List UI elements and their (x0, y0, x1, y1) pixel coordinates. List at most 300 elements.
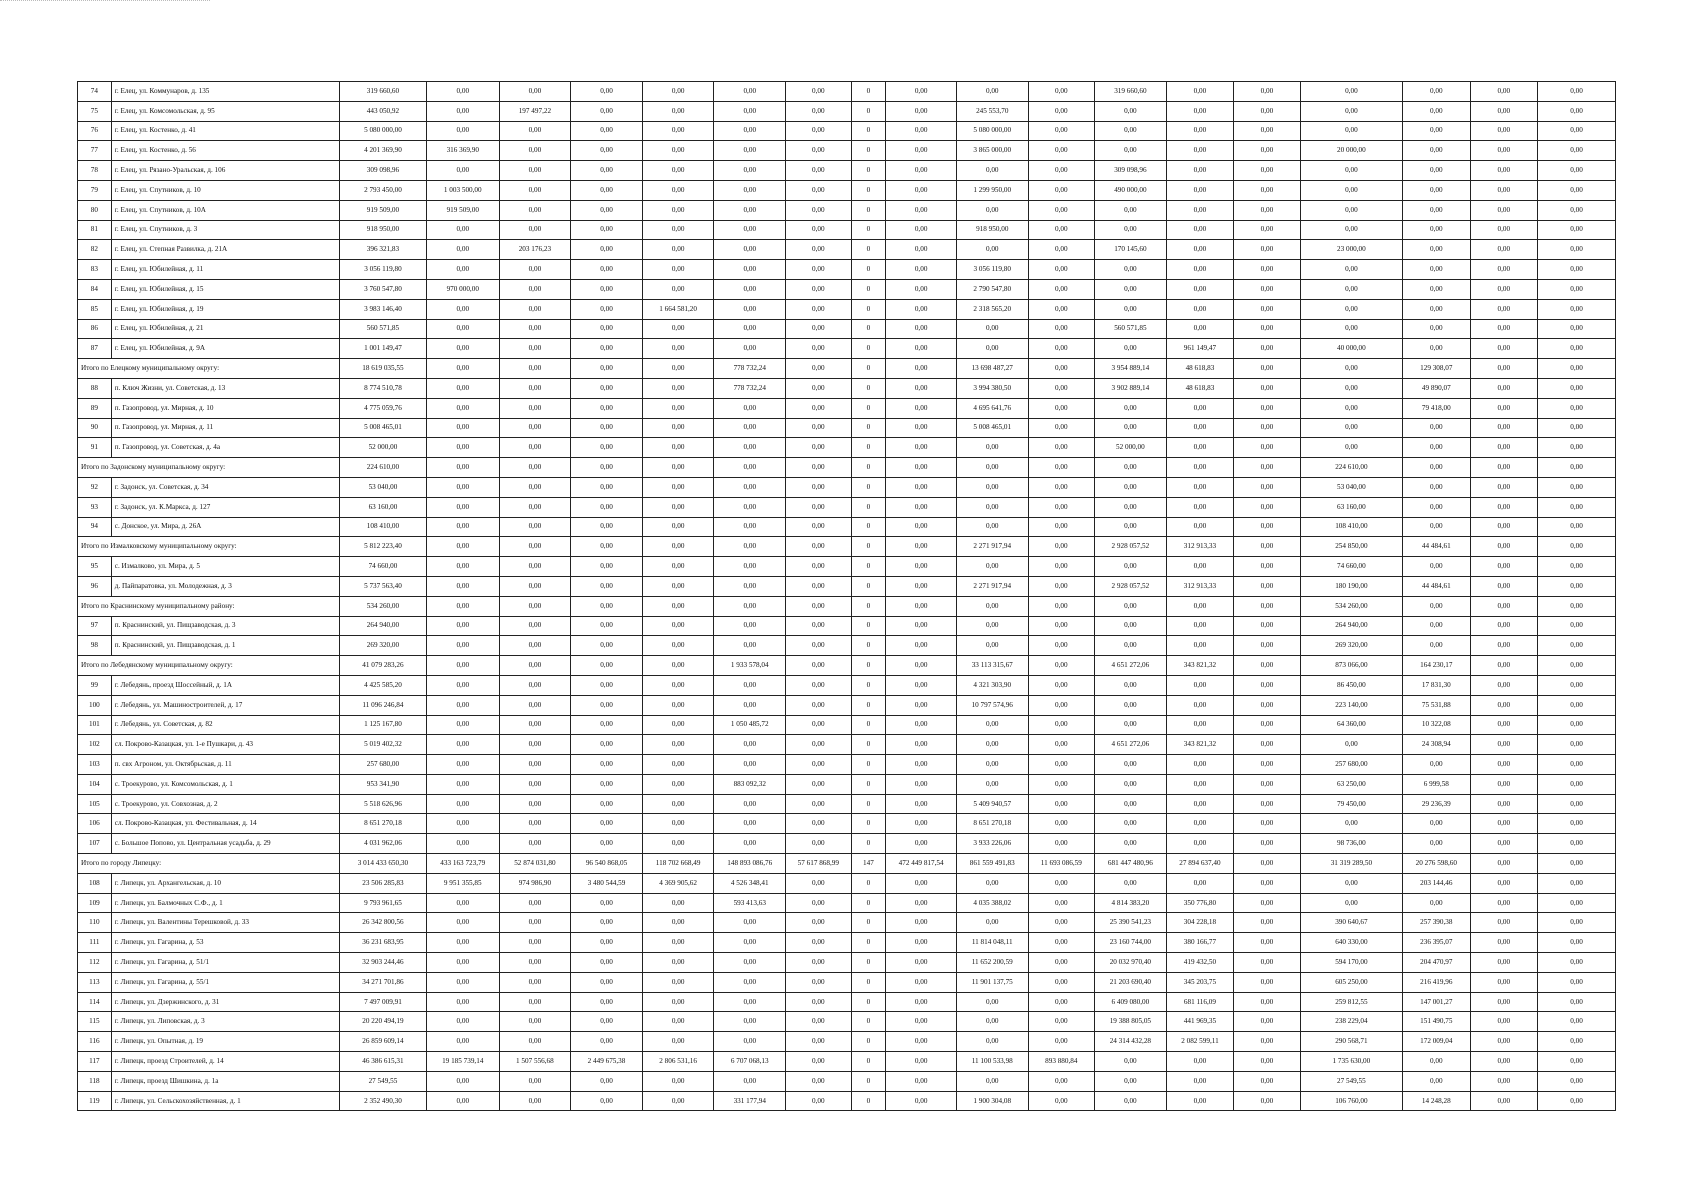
value-cell: 0,00 (1538, 161, 1616, 181)
value-cell: 0,00 (426, 715, 499, 735)
row-number: 76 (78, 121, 112, 141)
value-cell: 0,00 (786, 972, 851, 992)
value-cell: 79 418,00 (1403, 398, 1471, 418)
value-cell: 0,00 (1095, 695, 1167, 715)
value-cell: 0,00 (1234, 398, 1301, 418)
value-cell: 0,00 (642, 121, 714, 141)
value-cell: 0,00 (956, 517, 1028, 537)
address-cell: г. Липецк, ул. Опытная, д. 19 (111, 1032, 339, 1052)
value-cell: 0,00 (426, 675, 499, 695)
value-cell: 0,00 (571, 82, 643, 102)
value-cell: 0,00 (886, 992, 957, 1012)
value-cell: 0,00 (1234, 794, 1301, 814)
table-row (78, 1012, 1616, 1032)
value-cell: 0,00 (1095, 299, 1167, 319)
table-row (78, 794, 1616, 814)
value-cell: 0 (851, 438, 886, 458)
value-cell: 269 320,00 (1300, 636, 1402, 656)
value-cell: 0,00 (1300, 279, 1402, 299)
value-cell: 0,00 (1234, 972, 1301, 992)
value-cell: 0,00 (426, 656, 499, 676)
value-cell: 0,00 (499, 1071, 571, 1091)
value-cell: 0,00 (1234, 933, 1301, 953)
row-number: 111 (78, 933, 112, 953)
value-cell: 0,00 (1028, 636, 1095, 656)
value-cell: 33 113 315,67 (956, 656, 1028, 676)
value-cell: 0,00 (642, 537, 714, 557)
value-cell: 309 098,96 (1095, 161, 1167, 181)
value-cell: 0,00 (1470, 913, 1538, 933)
value-cell: 0 (851, 794, 886, 814)
table-row (78, 913, 1616, 933)
value-cell: 0,00 (1028, 240, 1095, 260)
table-row (78, 1071, 1616, 1091)
value-cell: 0,00 (1028, 299, 1095, 319)
value-cell: 0,00 (1028, 695, 1095, 715)
table-row (78, 715, 1616, 735)
value-cell: 0,00 (1538, 933, 1616, 953)
value-cell: 0,00 (571, 260, 643, 280)
value-cell: 0 (851, 418, 886, 438)
value-cell: 0,00 (1538, 240, 1616, 260)
value-cell: 0,00 (886, 576, 957, 596)
value-cell: 0,00 (499, 517, 571, 537)
value-cell: 0,00 (571, 695, 643, 715)
value-cell: 148 893 086,76 (714, 854, 786, 874)
address-cell: г. Задонск, ул. Советская, д. 34 (111, 477, 339, 497)
value-cell: 0,00 (1403, 101, 1471, 121)
value-cell: 0,00 (1403, 1071, 1471, 1091)
value-cell: 0,00 (1028, 576, 1095, 596)
value-cell: 0,00 (1028, 180, 1095, 200)
value-cell: 0,00 (1234, 1091, 1301, 1111)
value-cell: 0 (851, 537, 886, 557)
value-cell: 0,00 (426, 972, 499, 992)
value-cell: 4 651 272,06 (1095, 735, 1167, 755)
value-cell: 0,00 (886, 675, 957, 695)
value-cell: 0,00 (886, 279, 957, 299)
value-cell: 0,00 (1166, 834, 1234, 854)
value-cell: 98 736,00 (1300, 834, 1402, 854)
value-cell: 0,00 (1234, 101, 1301, 121)
value-cell: 0,00 (1470, 774, 1538, 794)
value-cell: 0,00 (1470, 735, 1538, 755)
value-cell: 0,00 (1403, 279, 1471, 299)
value-cell: 0 (851, 596, 886, 616)
value-cell: 0,00 (1403, 260, 1471, 280)
value-cell: 0,00 (1166, 438, 1234, 458)
value-cell: 0,00 (1028, 101, 1095, 121)
value-cell: 0,00 (1028, 359, 1095, 379)
value-cell: 0,00 (1028, 893, 1095, 913)
value-cell: 0,00 (1028, 82, 1095, 102)
value-cell: 0,00 (886, 1032, 957, 1052)
table-row (78, 1032, 1616, 1052)
value-cell: 197 497,22 (499, 101, 571, 121)
value-cell: 0,00 (642, 82, 714, 102)
value-cell: 0,00 (1234, 180, 1301, 200)
value-cell: 0,00 (1234, 913, 1301, 933)
value-cell: 1 933 578,04 (714, 656, 786, 676)
value-cell: 79 450,00 (1300, 794, 1402, 814)
value-cell: 0,00 (786, 636, 851, 656)
value-cell: 0,00 (571, 299, 643, 319)
row-number: 96 (78, 576, 112, 596)
table-row (78, 299, 1616, 319)
value-cell: 0,00 (1166, 1071, 1234, 1091)
value-cell: 0,00 (886, 636, 957, 656)
table-row (78, 1052, 1616, 1072)
value-cell: 0,00 (1095, 794, 1167, 814)
value-cell: 8 774 510,78 (339, 378, 426, 398)
value-cell: 0,00 (714, 636, 786, 656)
value-cell: 0,00 (1403, 141, 1471, 161)
value-cell: 64 360,00 (1300, 715, 1402, 735)
value-cell: 0,00 (1234, 953, 1301, 973)
value-cell: 0,00 (1300, 735, 1402, 755)
value-cell: 20 220 494,19 (339, 1012, 426, 1032)
value-cell: 0,00 (642, 1012, 714, 1032)
value-cell: 0,00 (786, 497, 851, 517)
value-cell: 0,00 (1403, 477, 1471, 497)
value-cell: 0,00 (886, 438, 957, 458)
value-cell: 0,00 (1234, 735, 1301, 755)
value-cell: 0,00 (1234, 220, 1301, 240)
value-cell: 0,00 (1028, 260, 1095, 280)
address-cell: г. Липецк, ул. Гагарина, д. 55/1 (111, 972, 339, 992)
value-cell: 0,00 (642, 715, 714, 735)
address-cell: г. Липецк, ул. Балмочных С.Ф., д. 1 (111, 893, 339, 913)
value-cell: 312 913,33 (1166, 576, 1234, 596)
value-cell: 0,00 (886, 1012, 957, 1032)
value-cell: 0,00 (1403, 339, 1471, 359)
value-cell: 0,00 (426, 774, 499, 794)
value-cell: 0,00 (714, 1032, 786, 1052)
value-cell: 0,00 (642, 576, 714, 596)
value-cell: 0,00 (1470, 359, 1538, 379)
value-cell: 4 526 348,41 (714, 873, 786, 893)
address-cell: г. Липецк, ул. Сельскохозяйственная, д. 1 (111, 1091, 339, 1111)
value-cell: 0,00 (499, 992, 571, 1012)
value-cell: 0,00 (1028, 1091, 1095, 1111)
address-cell: г. Лебедянь, ул. Советская, д. 82 (111, 715, 339, 735)
value-cell: 0,00 (1166, 616, 1234, 636)
value-cell: 0,00 (426, 794, 499, 814)
value-cell: 0,00 (1028, 458, 1095, 478)
value-cell: 0,00 (1470, 893, 1538, 913)
table-row (78, 101, 1616, 121)
value-cell: 0,00 (571, 616, 643, 636)
value-cell: 0,00 (426, 695, 499, 715)
value-cell: 0 (851, 1071, 886, 1091)
value-cell: 0,00 (1538, 1052, 1616, 1072)
table-row (78, 992, 1616, 1012)
value-cell: 0,00 (1028, 814, 1095, 834)
value-cell: 0,00 (571, 576, 643, 596)
address-cell: г. Елец, ул. Степная Развилка, д. 21А (111, 240, 339, 260)
value-cell: 0,00 (426, 497, 499, 517)
value-cell: 0,00 (571, 735, 643, 755)
value-cell: 0,00 (1538, 695, 1616, 715)
value-cell: 254 850,00 (1300, 537, 1402, 557)
value-cell: 0,00 (1300, 121, 1402, 141)
value-cell: 0,00 (1028, 378, 1095, 398)
value-cell: 0 (851, 161, 886, 181)
value-cell: 0,00 (1538, 82, 1616, 102)
value-cell: 0,00 (1403, 299, 1471, 319)
value-cell: 26 342 800,56 (339, 913, 426, 933)
value-cell: 0,00 (886, 715, 957, 735)
value-cell: 0,00 (786, 101, 851, 121)
value-cell: 0,00 (1403, 814, 1471, 834)
row-number: 114 (78, 992, 112, 1012)
value-cell: 0,00 (1028, 121, 1095, 141)
row-number: 88 (78, 378, 112, 398)
value-cell: 0,00 (1538, 458, 1616, 478)
value-cell: 264 940,00 (339, 616, 426, 636)
value-cell: 0,00 (956, 636, 1028, 656)
value-cell: 20 276 598,60 (1403, 854, 1471, 874)
value-cell: 0,00 (426, 616, 499, 636)
value-cell: 0,00 (426, 576, 499, 596)
value-cell: 0,00 (786, 576, 851, 596)
value-cell: 0,00 (499, 418, 571, 438)
value-cell: 0,00 (1234, 774, 1301, 794)
row-number: 99 (78, 675, 112, 695)
value-cell: 0,00 (1403, 180, 1471, 200)
address-cell: г. Липецк, ул. Архангельская, д. 10 (111, 873, 339, 893)
value-cell: 0,00 (1403, 200, 1471, 220)
address-cell: г. Елец, ул. Юбилейная, д. 15 (111, 279, 339, 299)
value-cell: 0,00 (1403, 517, 1471, 537)
value-cell: 0,00 (571, 1091, 643, 1111)
value-cell: 0,00 (1470, 873, 1538, 893)
value-cell: 5 518 626,96 (339, 794, 426, 814)
value-cell: 0,00 (886, 755, 957, 775)
table-row (78, 834, 1616, 854)
value-cell: 0,00 (1234, 418, 1301, 438)
value-cell: 0,00 (1538, 418, 1616, 438)
value-cell: 0,00 (571, 161, 643, 181)
row-number: 118 (78, 1071, 112, 1091)
value-cell: 0,00 (1470, 477, 1538, 497)
value-cell: 3 933 226,06 (956, 834, 1028, 854)
value-cell: 4 775 059,76 (339, 398, 426, 418)
value-cell: 0,00 (642, 735, 714, 755)
value-cell: 0 (851, 992, 886, 1012)
value-cell: 0,00 (786, 656, 851, 676)
value-cell: 0,00 (786, 755, 851, 775)
value-cell: 0,00 (1166, 695, 1234, 715)
value-cell: 5 080 000,00 (956, 121, 1028, 141)
table-row (78, 774, 1616, 794)
value-cell: 0,00 (571, 953, 643, 973)
value-cell: 48 618,83 (1166, 378, 1234, 398)
value-cell: 4 425 585,20 (339, 675, 426, 695)
value-cell: 0,00 (1234, 873, 1301, 893)
value-cell: 0,00 (886, 616, 957, 636)
table-row (78, 418, 1616, 438)
value-cell: 0,00 (1028, 755, 1095, 775)
value-cell: 0,00 (1028, 161, 1095, 181)
value-cell: 0,00 (1403, 1052, 1471, 1072)
value-cell: 0 (851, 953, 886, 973)
value-cell: 0 (851, 359, 886, 379)
value-cell: 257 390,38 (1403, 913, 1471, 933)
value-cell: 0,00 (1470, 537, 1538, 557)
value-cell: 0,00 (1028, 913, 1095, 933)
value-cell: 0,00 (426, 893, 499, 913)
address-cell: г. Липецк, ул. Липовская, д. 3 (111, 1012, 339, 1032)
value-cell: 0,00 (499, 378, 571, 398)
value-cell: 2 271 917,94 (956, 537, 1028, 557)
address-cell: сл. Покрово-Казацкая, ул. Фестивальная, д. 14 (111, 814, 339, 834)
value-cell: 0,00 (786, 774, 851, 794)
value-cell: 1 664 581,20 (642, 299, 714, 319)
value-cell: 11 901 137,75 (956, 972, 1028, 992)
value-cell: 0,00 (714, 339, 786, 359)
value-cell: 0,00 (714, 458, 786, 478)
value-cell: 0,00 (1166, 715, 1234, 735)
value-cell: 0,00 (1538, 537, 1616, 557)
value-cell: 0,00 (426, 101, 499, 121)
value-cell: 0,00 (886, 735, 957, 755)
subtotal-row (78, 656, 1616, 676)
value-cell: 0,00 (642, 200, 714, 220)
value-cell: 0,00 (1470, 834, 1538, 854)
value-cell: 0,00 (1095, 636, 1167, 656)
value-cell: 0,00 (642, 319, 714, 339)
value-cell: 0 (851, 557, 886, 577)
value-cell: 0,00 (1166, 299, 1234, 319)
value-cell: 0,00 (499, 675, 571, 695)
value-cell: 0,00 (499, 161, 571, 181)
value-cell: 0,00 (886, 814, 957, 834)
value-cell: 0,00 (1470, 161, 1538, 181)
value-cell: 0,00 (956, 319, 1028, 339)
table-row (78, 695, 1616, 715)
value-cell: 0,00 (714, 220, 786, 240)
value-cell: 0,00 (1166, 319, 1234, 339)
row-number: 116 (78, 1032, 112, 1052)
value-cell: 0,00 (714, 972, 786, 992)
value-cell: 96 540 868,05 (571, 854, 643, 874)
value-cell: 0,00 (886, 319, 957, 339)
value-cell: 0,00 (1028, 200, 1095, 220)
value-cell: 0,00 (426, 1012, 499, 1032)
table-body (78, 82, 1616, 1111)
value-cell: 0,00 (571, 121, 643, 141)
value-cell: 0,00 (786, 1052, 851, 1072)
value-cell: 3 954 889,14 (1095, 359, 1167, 379)
value-cell: 0,00 (1470, 1012, 1538, 1032)
value-cell: 0,00 (1470, 339, 1538, 359)
address-cell: г. Липецк, ул. Гагарина, д. 53 (111, 933, 339, 953)
value-cell: 0,00 (426, 596, 499, 616)
value-cell: 0,00 (714, 398, 786, 418)
value-cell: 0,00 (1538, 1032, 1616, 1052)
value-cell: 304 228,18 (1166, 913, 1234, 933)
table-row (78, 893, 1616, 913)
value-cell: 0,00 (499, 715, 571, 735)
address-cell: с. Измалково, ул. Мира, д. 5 (111, 557, 339, 577)
value-cell: 0,00 (1470, 596, 1538, 616)
value-cell: 0,00 (786, 141, 851, 161)
value-cell: 0,00 (1538, 755, 1616, 775)
value-cell: 31 319 289,50 (1300, 854, 1402, 874)
value-cell: 0,00 (571, 596, 643, 616)
value-cell: 345 203,75 (1166, 972, 1234, 992)
value-cell: 0,00 (786, 537, 851, 557)
value-cell: 53 040,00 (1300, 477, 1402, 497)
value-cell: 0,00 (499, 755, 571, 775)
value-cell: 0 (851, 517, 886, 537)
value-cell: 0,00 (1095, 260, 1167, 280)
value-cell: 0,00 (426, 1032, 499, 1052)
value-cell: 0,00 (642, 913, 714, 933)
value-cell: 0,00 (571, 1012, 643, 1032)
value-cell: 203 176,23 (499, 240, 571, 260)
value-cell: 269 320,00 (339, 636, 426, 656)
value-cell: 52 000,00 (1095, 438, 1167, 458)
value-cell: 919 509,00 (426, 200, 499, 220)
value-cell: 0,00 (1166, 794, 1234, 814)
value-cell: 0,00 (1403, 596, 1471, 616)
value-cell: 0,00 (786, 240, 851, 260)
value-cell: 0,00 (571, 893, 643, 913)
value-cell: 0,00 (426, 240, 499, 260)
value-cell: 0,00 (1470, 695, 1538, 715)
value-cell: 953 341,90 (339, 774, 426, 794)
value-cell: 0,00 (1166, 774, 1234, 794)
value-cell: 4 695 641,76 (956, 398, 1028, 418)
value-cell: 0,00 (786, 893, 851, 913)
value-cell: 0,00 (956, 596, 1028, 616)
value-cell: 0,00 (1166, 517, 1234, 537)
table-row (78, 180, 1616, 200)
row-number: 97 (78, 616, 112, 636)
value-cell: 0,00 (886, 418, 957, 438)
value-cell: 0,00 (886, 141, 957, 161)
value-cell: 14 248,28 (1403, 1091, 1471, 1111)
value-cell: 0,00 (571, 200, 643, 220)
value-cell: 0,00 (1538, 497, 1616, 517)
address-cell: г. Елец, ул. Юбилейная, д. 21 (111, 319, 339, 339)
value-cell: 0,00 (1095, 339, 1167, 359)
value-cell: 6 999,58 (1403, 774, 1471, 794)
value-cell: 0,00 (642, 141, 714, 161)
value-cell: 0,00 (1028, 418, 1095, 438)
value-cell: 0,00 (1300, 299, 1402, 319)
row-number: 89 (78, 398, 112, 418)
table-row (78, 814, 1616, 834)
value-cell: 0 (851, 101, 886, 121)
table-row (78, 616, 1616, 636)
value-cell: 681 447 480,96 (1095, 854, 1167, 874)
value-cell: 0,00 (1403, 438, 1471, 458)
value-cell: 0,00 (499, 141, 571, 161)
value-cell: 0,00 (642, 517, 714, 537)
value-cell: 0,00 (1300, 319, 1402, 339)
value-cell: 0 (851, 755, 886, 775)
value-cell: 0,00 (1095, 141, 1167, 161)
value-cell: 312 913,33 (1166, 537, 1234, 557)
value-cell: 0,00 (1166, 279, 1234, 299)
value-cell: 0,00 (1538, 398, 1616, 418)
value-cell: 0,00 (786, 458, 851, 478)
value-cell: 5 080 000,00 (339, 121, 426, 141)
value-cell: 0,00 (642, 616, 714, 636)
